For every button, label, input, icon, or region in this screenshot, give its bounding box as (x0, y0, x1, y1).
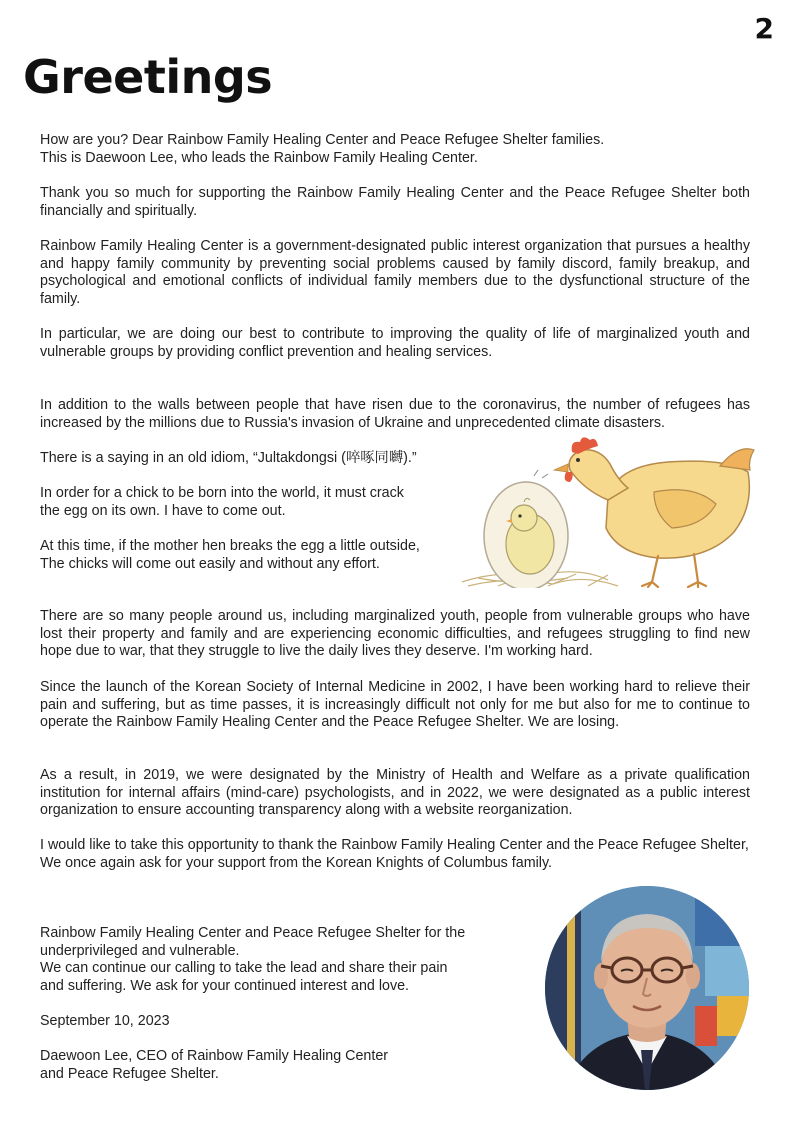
organization-paragraph: Rainbow Family Healing Center is a government-designated public interest organization that pursues a healthy and happy family community by preventing social problems caused by family discord, family breakup, and psychological and emotional conflicts of individual family members due to the dysfunctional structure of the family. (40, 238, 750, 307)
support-request-paragraph: I would like to take this opportunity to thank the Rainbow Family Healing Center and the Peace Refugee Shelter, We once again ask for your support from the Korean Knights of Columbus family. (40, 837, 749, 871)
designation-paragraph: As a result, in 2019, we were designated by the Ministry of Health and Welfare as a private qualification institution for internal affairs (mind-care) psychologists, and in 2022, we were designated as a public interest organization to ensure accounting transparency along with a website reorganization. (40, 767, 750, 819)
signature: Daewoon Lee, CEO of Rainbow Family Healing Center and Peace Refugee Shelter. (40, 1048, 389, 1082)
thanks-paragraph: Thank you so much for supporting the Rainbow Family Healing Center and the Peace Refugee Shelter both financially and spiritually. (40, 185, 750, 219)
date: September 10, 2023 (40, 1013, 170, 1029)
page-number: 2 (754, 12, 774, 45)
mission-paragraph: In particular, we are doing our best to contribute to improving the quality of life of marginalized youth and vulnerable groups by providing conflict prevention and healing services. (40, 326, 750, 360)
calling-paragraph: Rainbow Family Healing Center and Peace Refugee Shelter for the underprivileged and vulnerable. We can continue our calling to take the lead and share their pain and suffering. We ask for your continued interest and love. (40, 925, 466, 994)
refugees-paragraph: In addition to the walls between people that have risen due to the coronavirus, the number of refugees has increased by the millions due to Russia's invasion of Ukraine and unprecedented climate disasters. (40, 397, 750, 431)
author-portrait (545, 886, 749, 1090)
greeting-paragraph: How are you? Dear Rainbow Family Healing Center and Peace Refugee Shelter families. This is Daewoon Lee, who leads the Rainbow Family Healing Center. (40, 132, 605, 166)
vulnerable-groups-paragraph: There are so many people around us, including marginalized youth, people from vulnerable groups who have lost their property and family and are experiencing economic difficulties, and refugees struggling to find new hope due to war, that they struggle to live the daily lives they deserve. I'm working hard. (40, 608, 750, 660)
hen-and-chick-illustration (458, 436, 756, 588)
history-paragraph: Since the launch of the Korean Society of Internal Medicine in 2002, I have been working hard to relieve their pain and suffering, but as time passes, it is increasingly difficult not only for me but also for me to continue to operate the Rainbow Family Healing Center and the Peace Refugee Shelter. We are losing. (40, 679, 750, 731)
hen-paragraph: At this time, if the mother hen breaks the egg a little outside, The chicks will come out easily and without any effort. (40, 538, 420, 572)
idiom-paragraph: There is a saying in an old idiom, “Jultakdongsi (啐啄同嚩).” (40, 450, 417, 466)
page-title: Greetings (23, 50, 273, 104)
chick-paragraph: In order for a chick to be born into the world, it must crack the egg on its own. I have to come out. (40, 485, 404, 519)
